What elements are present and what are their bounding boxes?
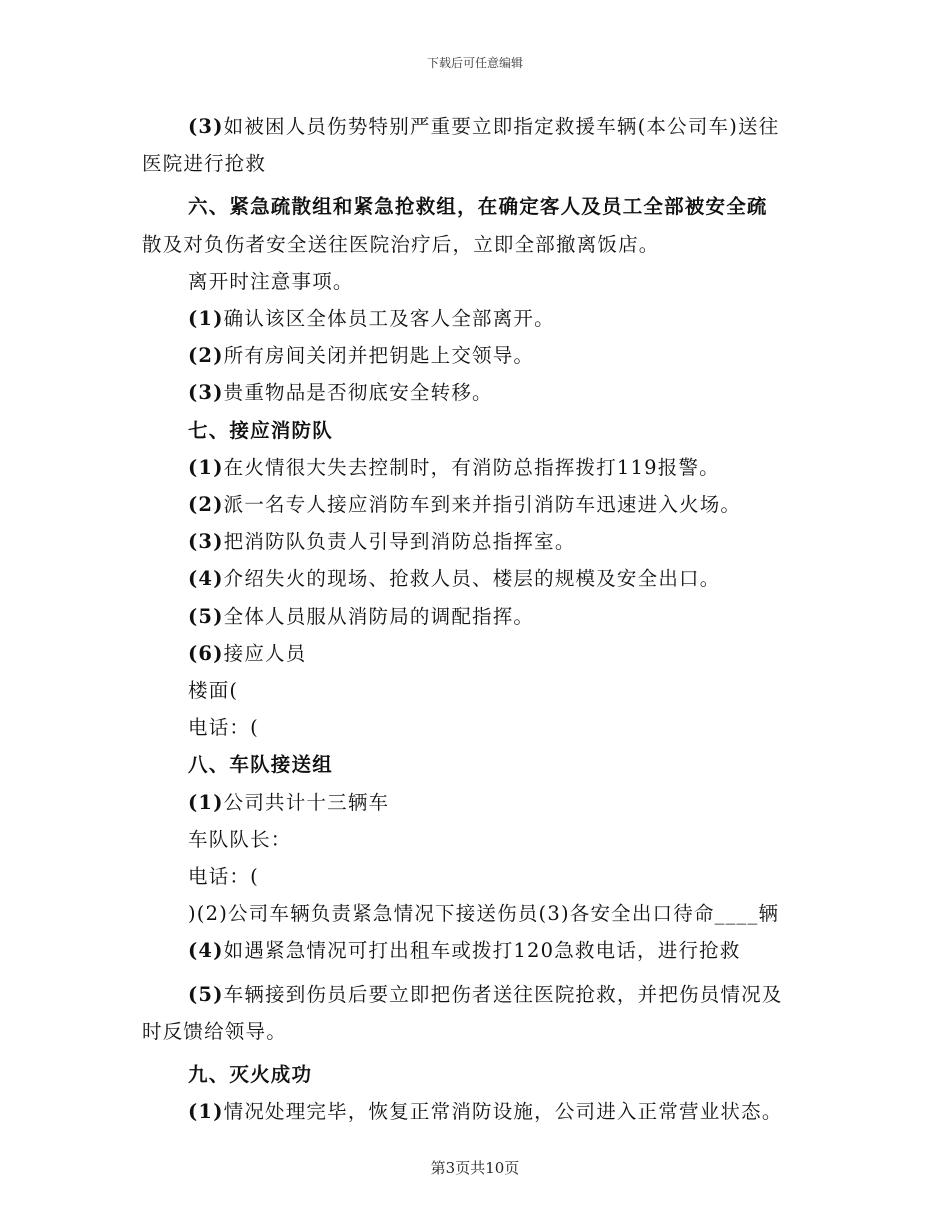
section-heading-7	[142, 412, 810, 449]
line-text: 车队队长：	[188, 827, 292, 851]
paragraph-line	[142, 672, 810, 709]
line-text: 离开时注意事项。	[188, 269, 354, 293]
paragraph-line	[142, 560, 810, 597]
line-text: 六、紧急疏散组和紧急抢救组，在确定客人及员工全部被安全疏	[188, 195, 768, 219]
line-text: 电话：(	[188, 865, 259, 889]
paragraph-line	[142, 895, 810, 932]
line-text: 楼面(	[188, 679, 239, 703]
paragraph-line	[142, 1013, 810, 1050]
item-number: (6)	[188, 641, 224, 665]
item-number: (5)	[188, 982, 224, 1006]
line-text: )(2)公司车辆负责紧急情况下接送伤员(3)各安全出口待命____辆	[188, 902, 780, 926]
item-number: (1)	[188, 790, 224, 814]
line-text: 七、接应消防队	[188, 418, 333, 442]
item-number: (2)	[188, 493, 224, 517]
item-number: (3)	[188, 381, 224, 405]
paragraph-line	[142, 858, 810, 895]
paragraph-line	[142, 374, 810, 411]
line-text: 时反馈给领导。	[142, 1019, 287, 1043]
paragraph-line	[142, 486, 810, 523]
item-number: (1)	[188, 307, 224, 331]
paragraph-line	[142, 1093, 810, 1130]
paragraph-line	[142, 598, 810, 635]
paragraph-line	[142, 300, 810, 337]
line-text: 介绍失火的现场、抢救人员、楼层的规模及安全出口。	[223, 567, 721, 591]
item-number: (3)	[188, 115, 224, 138]
line-text: 把消防队负责人引导到消防总指挥室。	[223, 530, 576, 554]
item-number: (3)	[188, 530, 224, 554]
item-number: (4)	[188, 939, 224, 963]
line-text: 电话：(	[188, 716, 259, 740]
item-number: (1)	[188, 1100, 224, 1124]
line-text: 贵重物品是否彻底安全转移。	[223, 381, 493, 405]
line-text: 如遇紧急情况可打出租车或拨打120急救电话，进行抢救	[223, 939, 741, 963]
line-text: 在火情很大失去控制时，有消防总指挥拨打119报警。	[223, 455, 720, 479]
paragraph-line	[142, 108, 810, 145]
item-number: (4)	[188, 567, 224, 591]
paragraph-line	[142, 976, 810, 1013]
document-body	[142, 108, 810, 1130]
section-heading-9	[142, 1056, 810, 1093]
line-text: 八、车队接送组	[188, 753, 333, 777]
section-heading-6	[142, 188, 810, 225]
paragraph-line	[142, 821, 810, 858]
line-text: 九、灭火成功	[188, 1063, 313, 1087]
line-text: 情况处理完毕，恢复正常消防设施，公司进入正常营业状态。	[223, 1100, 783, 1124]
line-text: 所有房间关闭并把钥匙上交领导。	[223, 344, 535, 368]
line-text: 全体人员服从消防局的调配指挥。	[223, 604, 535, 628]
item-number: (5)	[188, 604, 224, 628]
line-text: 医院进行抢救	[142, 152, 267, 176]
paragraph-line	[142, 784, 810, 821]
paragraph-line	[142, 337, 810, 374]
line-text: 如被困人员伤势特别严重要立即指定救援车辆(本公司车)送往	[223, 115, 780, 138]
line-text: 接应人员	[223, 641, 307, 665]
item-number: (2)	[188, 344, 224, 368]
paragraph-line	[142, 226, 810, 263]
paragraph-line	[142, 449, 810, 486]
paragraph-line	[142, 635, 810, 672]
section-heading-8	[142, 746, 810, 783]
item-number: (1)	[188, 455, 224, 479]
page-footer: 第3页共10页	[430, 1159, 520, 1177]
paragraph-line	[142, 523, 810, 560]
line-text: 车辆接到伤员后要立即把伤者送往医院抢救，并把伤员情况及	[223, 982, 783, 1006]
paragraph-line	[142, 145, 810, 182]
page-header: 下载后可任意编辑	[426, 56, 523, 70]
line-text: 公司共计十三辆车	[223, 790, 390, 814]
paragraph-line	[142, 932, 810, 969]
line-text: 确认该区全体员工及客人全部离开。	[223, 307, 555, 331]
paragraph-line	[142, 263, 810, 300]
line-text: 派一名专人接应消防车到来并指引消防车迅速进入火场。	[223, 493, 742, 517]
line-text: 散及对负伤者安全送往医院治疗后，立即全部撤离饭店。	[142, 232, 660, 256]
paragraph-line	[142, 709, 810, 746]
